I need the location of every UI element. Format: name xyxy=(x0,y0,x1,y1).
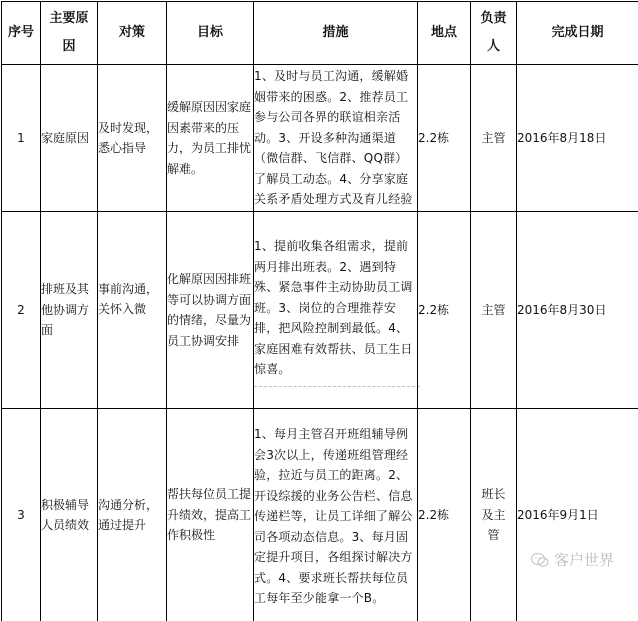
cell-owner: 主管 xyxy=(471,65,517,212)
measures-text: 1、每月主管召开班组辅导例会3次以上，传递班组管理经验，拉近与员工的距离。2、开设综援的业务公告栏、信息传递栏等，让员工详细了解公司各项动态信息。3、每月固定提升项目，各组探讨解决方式。4、要求班长帮扶每位员工每年至少能拿一个B。 xyxy=(254,421,417,609)
cell-location: 2.2栋 xyxy=(418,409,471,621)
cell-due-date: 2016年8月30日 xyxy=(517,212,638,409)
header-strategy: 对策 xyxy=(98,2,167,65)
header-measures: 措施 xyxy=(254,2,418,65)
header-location: 地点 xyxy=(418,2,471,65)
cell-due-date: 2016年8月18日 xyxy=(517,65,638,212)
cell-goal: 化解原因因排班等可以协调方面的情绪，尽量为员工协调安排 xyxy=(167,212,254,409)
cell-goal: 帮扶每位员工提升绩效，提高工作积极性 xyxy=(167,409,254,621)
header-due-date: 完成日期 xyxy=(517,2,638,65)
header-cause-label: 主要原因 xyxy=(49,11,88,54)
cell-seq: 3 xyxy=(2,409,41,621)
header-owner-label: 负责人 xyxy=(480,11,506,54)
cell-seq: 2 xyxy=(2,212,41,409)
cell-owner xyxy=(471,409,517,621)
cell-owner: 主管 xyxy=(471,212,517,409)
cell-due-date: 2016年9月1日 xyxy=(517,409,638,621)
dashed-divider xyxy=(254,386,420,387)
cell-strategy: 及时发现，悉心指导 xyxy=(98,65,167,212)
measures-text: 1、及时与员工沟通，缓解婚姻带来的困惑。2、推荐员工参与公司各界的联谊相亲活动。3、开设多种沟通渠道（微信群、飞信群、QQ群）了解员工动态。4、分享家庭关系矛盾处理方式及育儿经验 xyxy=(254,66,417,210)
table-row xyxy=(2,409,638,621)
wechat-icon xyxy=(530,552,550,568)
action-plan-table xyxy=(1,1,638,621)
table-row xyxy=(2,65,638,212)
cell-seq: 1 xyxy=(2,65,41,212)
measures-text: 1、提前收集各组需求，提前两月排出班表。2、遇到特殊、紧急事件主动协助员工调班。3、岗位的合理推荐安排，把风险控制到最低。4、家庭困难有效帮扶、员工生日惊喜。 xyxy=(254,233,417,380)
cell-location: 2.2栋 xyxy=(418,65,471,212)
cell-measures xyxy=(254,409,418,621)
header-goal: 目标 xyxy=(167,2,254,65)
cell-strategy: 事前沟通，关怀入微 xyxy=(98,212,167,409)
cell-strategy: 沟通分析，通过提升 xyxy=(98,409,167,621)
cell-goal: 缓解原因因家庭因素带来的压力，为员工排忧解难。 xyxy=(167,65,254,212)
cell-cause: 积极辅导人员绩效 xyxy=(41,409,98,621)
cell-location: 2.2栋 xyxy=(418,212,471,409)
cell-measures xyxy=(254,212,418,409)
owner-text: 班长及主管 xyxy=(481,487,505,542)
cell-cause: 排班及其他协调方面 xyxy=(41,212,98,409)
header-seq: 序号 xyxy=(2,2,41,65)
header-owner xyxy=(471,2,517,65)
header-row xyxy=(2,2,638,65)
cell-cause: 家庭原因 xyxy=(41,65,98,212)
table-row xyxy=(2,212,638,409)
watermark xyxy=(530,549,614,570)
header-cause xyxy=(41,2,98,65)
cell-measures xyxy=(254,65,418,212)
watermark-text: 客户世界 xyxy=(554,549,614,570)
